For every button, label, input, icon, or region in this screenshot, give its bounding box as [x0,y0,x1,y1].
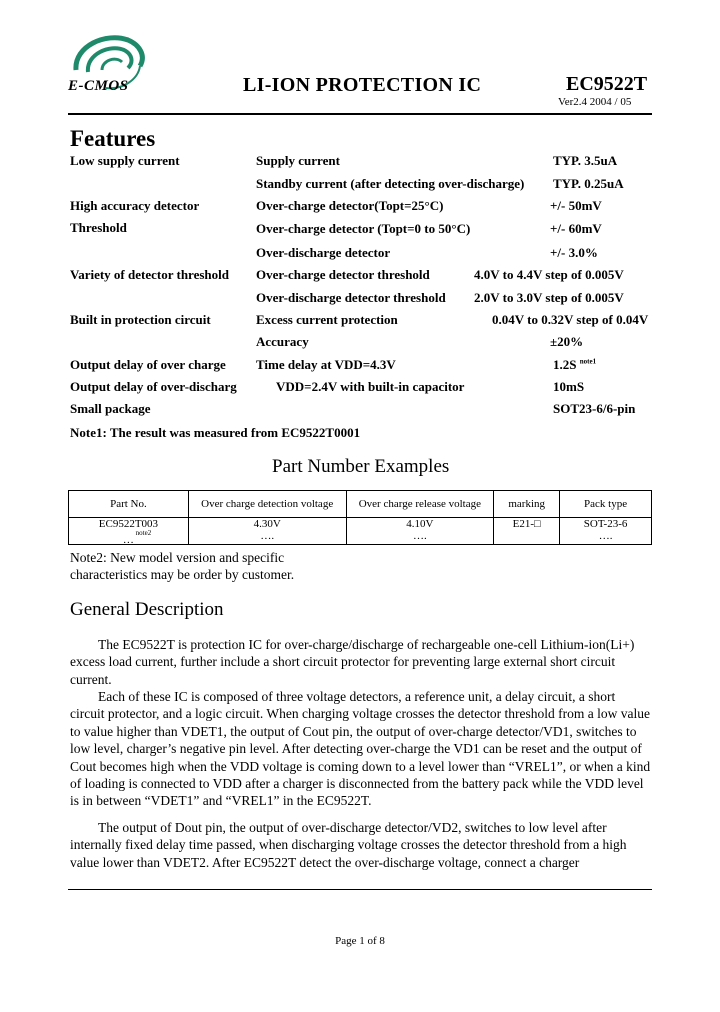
table-cell [560,518,652,545]
table-cell-value: …. [260,530,275,542]
table-cell-value: 4.10V [406,518,434,530]
table-cell-value: …. [413,530,427,542]
feature-param: Over-discharge detector threshold [256,290,446,305]
table-header: Pack type [560,491,652,518]
feature-param: Over-charge detector(Topt=25°C) [256,198,444,213]
table-cell [188,518,346,545]
feature-value: 0.04V to 0.32V step of 0.04V [492,312,649,327]
paragraph: Each of these IC is composed of three voltage detectors, a reference unit, a delay circuit, a short circuit protector, and a logic circuit. When charging voltage crosses the detector threshold from a low value to value higher than VDET1, the output of Cout pin, the output of over-charge detector/VD1, switches to low level, charger’s negative pin level. After detecting over-charge the VD1 can be reset and the output of Cout becomes high when the VDD voltage is coming down to a level lower than “VREL1”, or when a kind of loading is connected to VDD after a charger is disconnected from the battery pack while the VDD level is in between “VDET1” and “VREL1” in the EC9522T. [70,689,651,809]
table-header: Over charge release voltage [346,491,494,518]
feature-param: Standby current (after detecting over-discharge) [256,176,525,191]
page-number: Page 1 of 8 [335,935,385,947]
part-number-title: EC9522T [566,73,648,95]
feature-param: Supply current [256,153,340,168]
note-ref: note1 [579,357,597,366]
part-number-table [68,490,652,545]
feature-value: TYP. 3.5uA [553,153,618,168]
table-cell-value: E21-□ [512,518,541,530]
feature-param: Over-discharge detector [256,245,391,260]
feature-param: VDD=2.4V with built-in capacitor [276,379,465,394]
feature-param: Excess current protection [256,312,398,327]
feature-value: 4.0V to 4.4V step of 0.005V [474,267,624,282]
feature-value: +/- 60mV [550,221,602,236]
table-header-row [69,491,652,518]
feature-value: ±20% [550,334,584,349]
feature-value: +/- 50mV [550,198,602,213]
header-divider [68,113,652,115]
feature-name: Output delay of over charge [70,357,226,372]
feature-name: Small package [70,401,151,416]
feature-name: Low supply current [70,153,180,168]
table-cell-value: 4.30V [253,518,281,530]
document-title: LI-ION PROTECTION IC [243,74,482,96]
logo-text: E-CMOS [68,78,129,94]
table-header: Over charge detection voltage [188,491,346,518]
feature-value: 2.0V to 3.0V step of 0.005V [474,290,624,305]
features-heading: Features [70,126,156,151]
paragraph: The output of Dout pin, the output of over-discharge detector/VD2, switches to low level after internally fixed delay time passed, when discharging voltage crosses the detector threshold from a high value lower than VDET2. After EC9522T detect the over-discharge voltage, connect a charger [70,820,627,870]
feature-name: High accuracy detector [70,198,200,213]
table-row [69,518,652,545]
general-description-title: General Description [70,599,224,620]
feature-param: Time delay at VDD=4.3V [256,357,396,372]
feature-value: SOT23-6/6-pin [553,401,636,416]
table-cell-value: SOT-23-6 [583,518,628,530]
table-header: marking [494,491,560,518]
table-cell-value: …. [598,530,613,542]
feature-value [553,357,596,373]
note2: Note2: New model version and specific characteristics may be order by customer. [70,550,295,582]
feature-param: Over-charge detector (Topt=0 to 50°C) [256,221,471,236]
feature-name: Variety of detector threshold [70,267,229,282]
table-cell [494,518,560,545]
feature-param: Accuracy [256,334,309,349]
feature-param: Over-charge detector threshold [256,267,430,282]
table-header: Part No. [69,491,189,518]
feature-value-text: 1.2S [553,357,577,372]
note-ref: note2 [135,529,152,537]
feature-value: 10mS [553,379,585,394]
feature-value: +/- 3.0% [550,245,598,260]
note1: Note1: The result was measured from EC9522T0001 [70,425,361,440]
version-label: Ver2.4 2004 / 05 [558,96,632,108]
table-cell [346,518,494,545]
feature-name: Threshold [70,220,127,235]
table-cell [69,518,189,545]
part-number-examples-title: Part Number Examples [272,456,450,477]
table-cell-value: EC9522T003 [98,518,159,530]
footer-divider [68,889,652,890]
table-cell-value: … [122,534,134,546]
paragraph: The EC9522T is protection IC for over-charge/discharge of rechargeable one-cell Lithium-ion(Li+) excess load current, further include a short circuit protector for preventing large external short circuit current. [70,637,635,687]
feature-name: Built in protection circuit [70,312,211,327]
feature-name: Output delay of over-discharg [70,379,237,394]
feature-value: TYP. 0.25uA [553,176,624,191]
